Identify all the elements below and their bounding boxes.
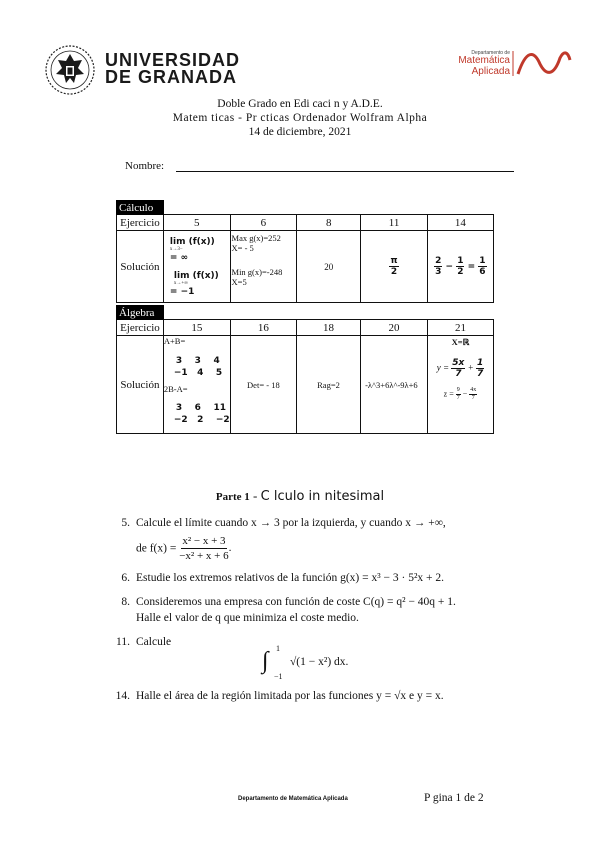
sol15-m2-row2: −2 2 −2 [173, 415, 230, 425]
sol21-z-a-den: 7 [456, 395, 460, 401]
algebra-ex-16: 16 [230, 320, 296, 336]
department-logo-line1: Matemática [458, 55, 510, 66]
department-logo-wave-icon [512, 48, 572, 78]
university-name-line2: DE GRANADA [105, 67, 238, 87]
problem-11 [110, 634, 171, 650]
sol21-z-b-num: 4x [470, 387, 477, 393]
name-field[interactable] [176, 171, 514, 172]
department-logo [448, 50, 510, 77]
sol21-y-a-num: 5x [452, 358, 465, 368]
sol5-lim2-sub: x→+∞ [173, 280, 188, 286]
university-crest [44, 44, 96, 96]
name-label: Nombre: [125, 160, 165, 172]
sol21-z-b-den: 7 [471, 395, 475, 401]
algebra-sol-15 [163, 336, 230, 434]
footer-department: Departamento de Matemática Aplicada [238, 796, 348, 802]
calculo-table [116, 200, 494, 303]
problem-5-frac-num: x² − x + 3 [182, 535, 226, 547]
problem-5-lhs: de f(x) = [136, 542, 177, 555]
section-heading-sep: - [249, 488, 261, 503]
exam-date: 14 de diciembre, 2021 [248, 126, 352, 138]
problem-8-line2: Halle el valor de q que minimiza el coste medio. [136, 612, 359, 624]
sol5-lim2-op: lim [173, 270, 190, 281]
sol21-top: X=ℝ [451, 337, 470, 347]
sol15-m2-row1: 3 6 11 [175, 403, 226, 413]
calculo-sol-5 [163, 231, 230, 303]
sol14-eq: = [467, 262, 476, 272]
calculo-sol-8: 20 [297, 231, 361, 303]
sol21-plus: + [467, 362, 474, 373]
sol14-a-den: 3 [435, 267, 442, 277]
department-logo-small: Departamento de [471, 50, 510, 56]
sol21-z-lhs: z = [443, 389, 454, 399]
problem-11-integral [262, 644, 382, 684]
sol14-b-den: 2 [457, 267, 464, 277]
calculo-ex-5: 5 [163, 215, 230, 231]
university-name [105, 52, 240, 86]
problem-5-num: 5. [121, 517, 130, 529]
calculo-sol-11 [361, 231, 427, 303]
algebra-row-solucion: Solución [117, 336, 164, 434]
calculo-sol-6 [230, 231, 297, 303]
sol6-max: Max g(x)=252 [231, 233, 281, 243]
problem-14-num: 14. [115, 690, 130, 702]
problem-5-line1: Calcule el límite cuando x → 3 por la izquierda, y cuando x → +∞, [136, 517, 446, 529]
footer-page-number: P gina 1 de 2 [424, 792, 484, 804]
integrand: √(1 − x²) dx. [290, 656, 349, 668]
calculo-sol-14 [427, 231, 493, 303]
problem-8 [116, 594, 456, 610]
calculo-row-solucion: Solución [117, 231, 164, 303]
problem-5-formula [136, 534, 232, 563]
sol14-c-num: 1 [479, 256, 486, 266]
sol21-minus: − [462, 389, 468, 399]
algebra-sol-20: -λ^3+6λ^-9λ+6 [361, 336, 428, 434]
sol15-m1-row2: −1 4 5 [173, 368, 223, 378]
problem-8-num: 8. [121, 596, 130, 608]
sol14-c-den: 6 [479, 267, 486, 277]
sol5-lim1-sub: x→3− [169, 246, 183, 252]
sol5-lim2-val: = −1 [169, 286, 195, 297]
algebra-ex-20: 20 [361, 320, 428, 336]
problem-5-frac-den: −x² + x + 6 [179, 550, 229, 562]
calculo-ex-11: 11 [361, 215, 427, 231]
problem-5-post: . [228, 542, 232, 555]
algebra-sol-16: Det= - 18 [230, 336, 296, 434]
department-logo-line2: Aplicada [471, 66, 510, 77]
calculo-ex-6: 6 [230, 215, 297, 231]
sol6-xmin: X=5 [231, 277, 247, 287]
sol21-y-b-den: 7 [476, 369, 484, 379]
sol5-lim2-fx: (f(x)) [192, 270, 219, 281]
sol6-min: Min g(x)=-248 [231, 267, 283, 277]
course-title: Doble Grado en Edi caci n y A.D.E. [217, 98, 383, 110]
problem-11-num: 11. [116, 636, 130, 648]
calculo-section-label: Cálculo [117, 201, 164, 215]
sol6-xmax: X= - 5 [231, 243, 254, 253]
calculo-ex-8: 8 [297, 215, 361, 231]
algebra-ex-21: 21 [427, 320, 493, 336]
problem-14-text: Halle el área de la región limitada por las funciones y = √x e y = x. [136, 690, 444, 702]
sol5-lim1-fx: (f(x)) [188, 236, 215, 247]
algebra-sol-21 [427, 336, 493, 434]
sol21-y-lhs: y = [436, 362, 450, 373]
sol11-den: 2 [390, 267, 398, 277]
problem-8-line1: Consideremos una empresa con función de coste C(q) = q² − 40q + 1. [136, 596, 456, 608]
sol14-minus: − [445, 262, 454, 272]
sol21-y-b-num: 1 [476, 358, 484, 368]
algebra-ex-15: 15 [163, 320, 230, 336]
exam-title: Matem ticas - Pr cticas Ordenador Wolfram Alpha [172, 112, 428, 124]
problem-6 [116, 570, 444, 586]
integral-upper: 1 [276, 644, 280, 653]
calculo-ex-14: 14 [427, 215, 493, 231]
algebra-section-label: Álgebra [117, 306, 164, 320]
problem-5 [116, 515, 446, 531]
sol11-num: π [390, 256, 398, 266]
algebra-sol-18: Rag=2 [296, 336, 360, 434]
algebra-row-ejercicio: Ejercicio [117, 320, 164, 336]
sol15-label2: 2B-A= [163, 384, 188, 394]
sol15-label1: A+B= [163, 336, 186, 346]
section-heading-title: C lculo in nitesimal [260, 489, 385, 504]
section-heading [0, 488, 600, 504]
university-name-line1: UNIVERSIDAD [105, 50, 241, 70]
sol5-lim1-val: = ∞ [169, 252, 189, 263]
sol21-y-a-den: 7 [455, 369, 462, 379]
section-heading-label: Parte 1 [215, 491, 250, 503]
sol14-b-num: 1 [457, 256, 464, 266]
problem-14 [110, 688, 444, 704]
algebra-ex-18: 18 [296, 320, 360, 336]
sol5-lim1-op: lim [169, 236, 186, 247]
integral-lower: −1 [274, 672, 283, 681]
integral-sign: ∫ [262, 648, 269, 674]
problem-6-text: Estudie los extremos relativos de la función g(x) = x³ − 3 · 5²x + 2. [136, 572, 445, 584]
sol14-a-num: 2 [435, 256, 442, 266]
problem-11-text: Calcule [136, 636, 172, 648]
sol15-m1-row1: 3 3 4 [175, 356, 220, 366]
problem-6-num: 6. [121, 572, 130, 584]
sol21-z-a-num: 9 [456, 387, 460, 393]
algebra-table [116, 305, 494, 434]
calculo-row-ejercicio: Ejercicio [117, 215, 164, 231]
